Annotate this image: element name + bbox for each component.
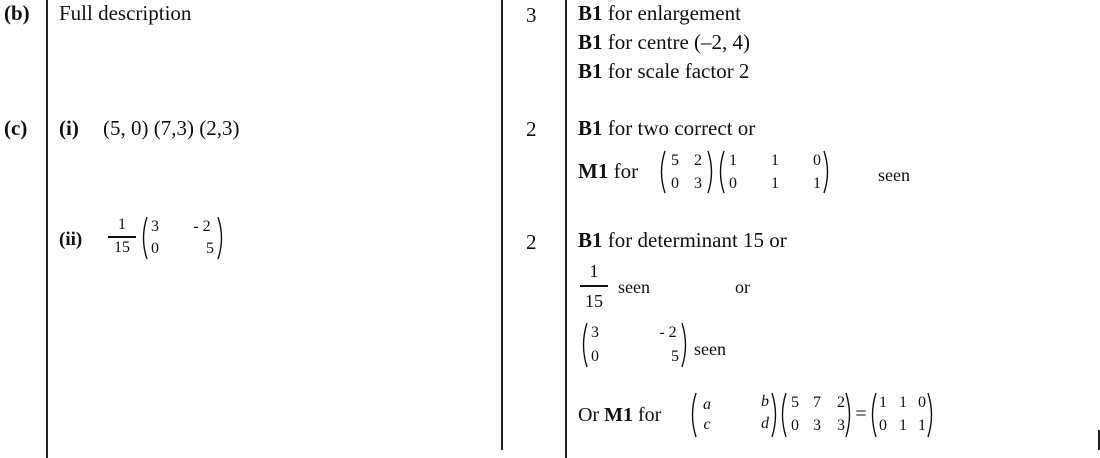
fraction-bar (108, 236, 136, 238)
matrix-cell: b (761, 393, 769, 410)
fraction-numerator: 1 (589, 261, 599, 281)
mark-code: M1 (604, 404, 633, 426)
matrix-cell: 5 (791, 394, 799, 411)
rule-marks-col (565, 0, 567, 458)
mark-code: B1 (578, 116, 603, 140)
rule-answer-col (501, 0, 503, 450)
left-paren (688, 392, 698, 438)
matrix-cell: 1 (813, 175, 821, 192)
scheme-line (578, 61, 749, 82)
scheme-text: for two correct or (607, 116, 756, 140)
part-b-description: Full description (59, 1, 192, 25)
matrix-cell: 3 (151, 218, 159, 235)
fraction-numerator: 1 (118, 216, 126, 233)
scheme-line (578, 118, 755, 139)
right-paren (216, 216, 226, 260)
matrix-cell: 1 (918, 417, 926, 434)
part-b-label: (b) (4, 1, 30, 25)
seen-label: seen (694, 339, 726, 359)
matrix-cell: 0 (813, 152, 821, 169)
matrix-cell: 0 (729, 175, 737, 192)
matrix-cell: 3 (837, 417, 845, 434)
seen-label: seen (878, 165, 910, 185)
or-label: or (735, 277, 750, 297)
rule-label-col (46, 0, 48, 458)
scheme-text: for (613, 159, 639, 183)
scheme-text: for (638, 404, 662, 426)
matrix-cell: 1 (729, 152, 737, 169)
right-paren (822, 150, 832, 194)
matrix-cell: - 2 (659, 324, 677, 341)
mark-code: B1 (578, 1, 603, 25)
matrix-cell: 0 (151, 240, 159, 257)
matrix-cell: 0 (791, 417, 799, 434)
equals-sign: = (855, 403, 867, 425)
mark-code: B1 (578, 30, 603, 54)
part-c-label: (c) (4, 116, 28, 140)
matrix-cell: a (703, 396, 711, 413)
fraction-bar (580, 285, 608, 287)
fraction-denominator: 15 (114, 239, 130, 256)
matrix-cell: 1 (899, 417, 907, 434)
scheme-line (578, 405, 661, 425)
mark-code: M1 (578, 159, 609, 183)
scheme-line (578, 230, 787, 251)
matrix-cell: 2 (694, 152, 702, 169)
scheme-text: for determinant 15 or (607, 228, 787, 252)
mark-code: B1 (578, 228, 603, 252)
scheme-line (578, 32, 750, 53)
matrix-cell: d (761, 415, 769, 432)
left-paren (657, 150, 667, 194)
part-b-marks: 3 (526, 3, 537, 27)
part-c-ii-label: (ii) (59, 229, 83, 250)
scheme-text: for scale factor 2 (607, 59, 750, 83)
matrix-cell: 3 (591, 324, 599, 341)
matrix-cell: 1 (771, 152, 779, 169)
scheme-line (578, 161, 638, 182)
scheme-line (578, 3, 741, 24)
seen-label: seen (618, 277, 650, 297)
matrix-cell: c (703, 416, 711, 433)
part-c-i-label: (i) (59, 116, 79, 140)
part-c-i-marks: 2 (526, 117, 537, 141)
scheme-text: for centre (–2, 4) (607, 30, 751, 54)
text-cursor (1098, 430, 1100, 450)
matrix-cell: 1 (771, 175, 779, 192)
matrix-cell: 2 (837, 394, 845, 411)
matrix-cell: 1 (899, 394, 907, 411)
matrix-cell: 0 (591, 348, 599, 365)
matrix-cell: 7 (813, 394, 821, 411)
matrix-cell: 1 (879, 394, 887, 411)
matrix-cell: 5 (671, 348, 679, 365)
right-paren (680, 322, 690, 368)
right-paren (706, 150, 716, 194)
matrix-cell: 0 (671, 175, 679, 192)
mark-code: B1 (578, 59, 603, 83)
matrix-cell: 3 (694, 175, 702, 192)
right-paren (926, 392, 936, 438)
matrix-cell: 5 (671, 152, 679, 169)
matrix-cell: 3 (813, 417, 821, 434)
part-c-i-answer: (5, 0) (7,3) (2,3) (103, 116, 240, 140)
part-c-ii-marks: 2 (526, 230, 537, 254)
scheme-text: for enlargement (607, 1, 741, 25)
left-paren (778, 392, 788, 438)
matrix-cell: 0 (879, 417, 887, 434)
matrix-cell: 5 (206, 240, 214, 257)
left-paren (716, 150, 726, 194)
or-prefix: Or (578, 404, 600, 426)
fraction-denominator: 15 (585, 291, 603, 311)
matrix-cell: - 2 (193, 218, 211, 235)
matrix-cell: 0 (918, 394, 926, 411)
